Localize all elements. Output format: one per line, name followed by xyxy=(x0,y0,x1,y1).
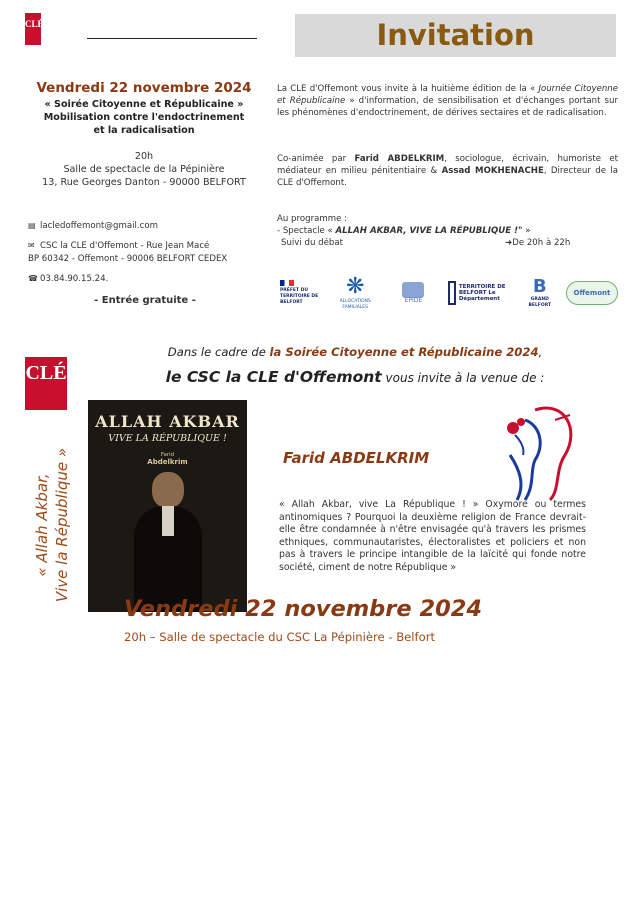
cle-logo-bottom: CLÉ xyxy=(25,357,67,410)
laptop-icon: ▤ xyxy=(28,221,36,230)
phone-row: ☎ 03.84.90.15.24. xyxy=(28,274,109,284)
phone-icon: ☎ xyxy=(28,274,38,283)
top-date: Vendredi 22 novembre 2024 xyxy=(36,80,252,96)
co-host-paragraph: Co-animée par Farid ABDELKRIM, sociologue, écrivain, humoriste et médiateur en milieu pénitentiaire & Assad MOKHENACHE, Directeur de la CLE d'Offemont. xyxy=(277,154,618,188)
arrow-right-icon: ➜ xyxy=(505,238,513,248)
performer-photo xyxy=(122,472,214,612)
bottom-date: Vendredi 22 novembre 2024 xyxy=(124,596,483,622)
show-quote: « Allah Akbar, vive La République ! » Oxymore ou termes antinomiques ? Pourquoi la deuxième religion de France devrait-elle être condamnée à n'être envisagée qu'à travers les prismes ethniques, communautaristes, électoralistes et policiers et non pas à travers le principe intangible de la laïcité qui fonde notre société, ciment de notre République » xyxy=(279,499,586,573)
invitation-title: Invitation xyxy=(376,18,535,52)
offemont-logo: Offemont xyxy=(566,281,618,305)
territoire-logo: TERRITOIRE DE BELFORT Le Département xyxy=(448,270,514,316)
caf-logo: ❋ ALLOCATIONS FAMILIALES xyxy=(339,274,371,310)
entry-free: - Entrée gratuite - xyxy=(94,295,196,306)
artist-name: Farid ABDELKRIM xyxy=(283,449,430,467)
prefet-logo: PRÉFET DU TERRITOIRE DE BELFORT xyxy=(280,270,320,316)
event-name: « Soirée Citoyenne et Républicaine » Mobilisation contre l'endoctrinement et la radicalisation xyxy=(43,99,245,136)
epide-logo: EPIDE xyxy=(390,270,436,316)
programme-block: Au programme : - Spectacle « ALLAH AKBAR, VIVE LA RÉPUBLIQUE !" » Suivi du débat ➜De 20h à 22h xyxy=(277,214,571,248)
marianne-illustration xyxy=(495,400,585,505)
event-venue: 20h Salle de spectacle de la Pépinière 13, Rue Georges Danton - 90000 BELFORT xyxy=(42,151,246,188)
mail-icon: ✉ xyxy=(28,241,35,250)
bottom-title: le CSC la CLE d'Offemont vous invite à la venue de : xyxy=(165,368,545,386)
partner-logos xyxy=(280,268,618,318)
intro-paragraph: La CLE d'Offemont vous invite à la huitième édition de la « Journée Citoyenne et Républicaine » d'information, de sensibilisation et d'échanges portant sur les phénomènes d'endoctrinement, de dérives sectaires et de radicalisation. xyxy=(277,84,619,118)
vertical-show-title: « Allah Akbar, Vive la République » xyxy=(33,447,71,603)
show-poster: ALLAH AKBAR VIVE LA RÉPUBLIQUE ! Farid Abdelkrim xyxy=(88,400,247,612)
bottom-venue: 20h – Salle de spectacle du CSC La Pépinière - Belfort xyxy=(124,630,436,644)
header-rule xyxy=(87,38,257,39)
email-row[interactable]: ▤ lacledoffemont@gmail.com xyxy=(28,221,158,231)
address-row: ✉ CSC la CLE d'Offemont - Rue Jean Macé xyxy=(28,241,210,251)
invitation-banner xyxy=(295,14,616,57)
contact-block: ▤ lacledoffemont@gmail.com ✉ CSC la CLE d'Offemont - Rue Jean Macé BP 60342 - Offemont - 90006 BELFORT CEDEX ☎ 03.84.90.15.24. xyxy=(28,219,278,286)
cle-logo-top: CLÉ xyxy=(25,13,41,45)
grand-belfort-logo: B GRAND BELFORT xyxy=(528,276,552,308)
bottom-intro: Dans le cadre de la Soirée Citoyenne et Républicaine 2024, xyxy=(167,345,543,359)
snowflake-icon: ❋ xyxy=(345,274,365,299)
